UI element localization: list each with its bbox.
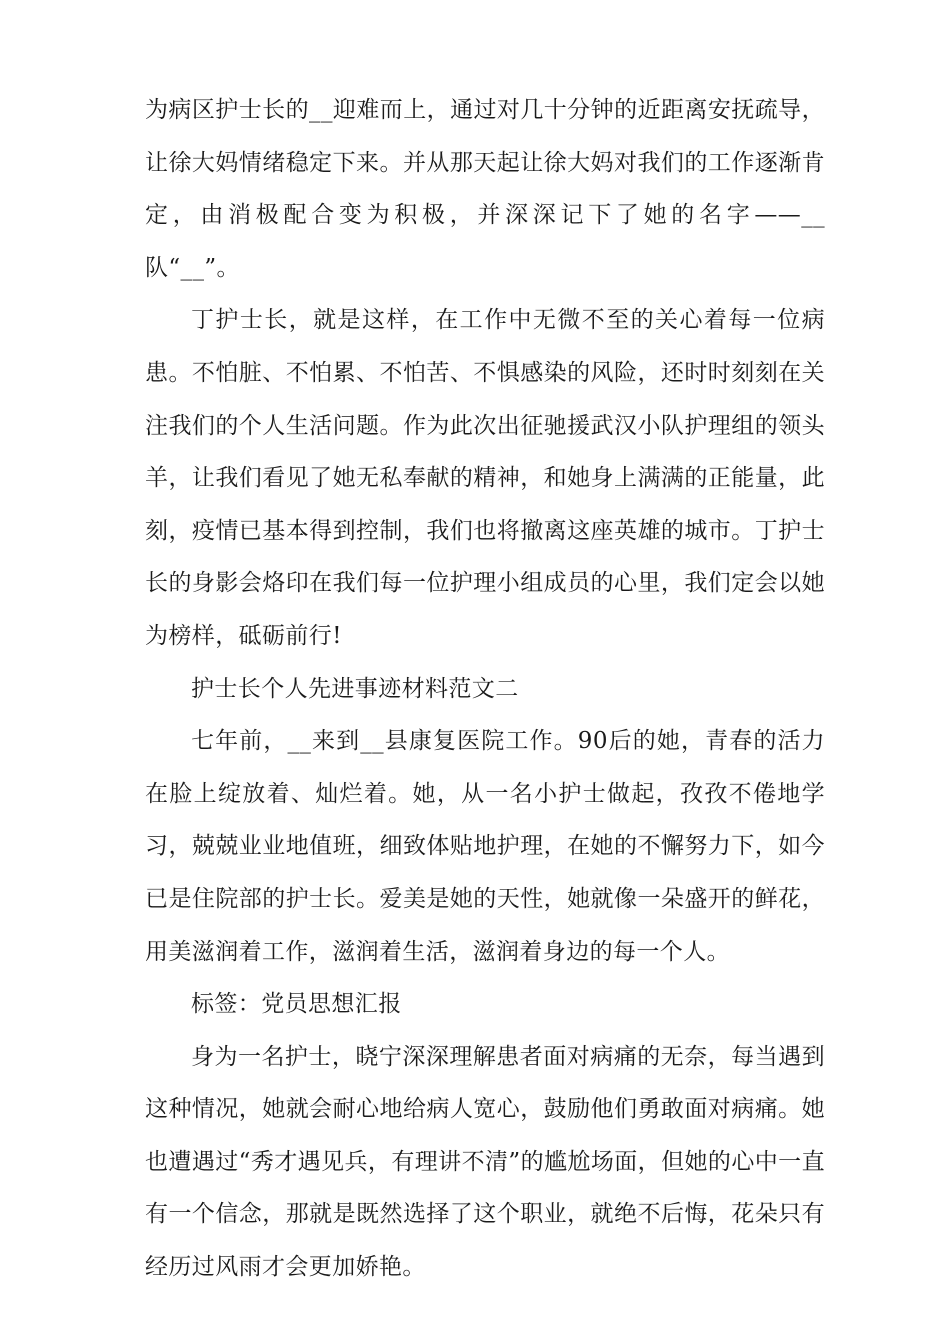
paragraph-seven-years-ago: 七年前，__来到__县康复医院工作。90后的她，青春的活力在脸上绽放着、灿烂着。她，从一名小护士做起，孜孜不倦地学习，兢兢业业地值班，细致体贴地护理，在她的不懈努力下，如今已是住院部的护士长。爱美是她的天性，她就像一朵盛开的鲜花，用美滋润着工作，滋润着生活，滋润着身边的每一个人。 (145, 728, 825, 965)
paragraph-continuation: 为病区护士长的__迎难而上，通过对几十分钟的近距离安抚疏导，让徐大妈情绪稳定下来。并从那天起让徐大妈对我们的工作逐渐肯定，由消极配合变为积极，并深深记下了她的名字——__队“__”。 (145, 97, 825, 281)
paragraph-nurse-belief: 身为一名护士，晓宁深深理解患者面对病痛的无奈，每当遇到这种情况，她就会耐心地给病人宽心，鼓励他们勇敢面对病痛。她也遭遇过“秀才遇见兵，有理讲不清”的尴尬场面，但她的心中一直有一个信念，那就是既然选择了这个职业，就绝不后悔，花朵只有经历过风雨才会更加娇艳。 (145, 1043, 825, 1281)
document-body (145, 84, 825, 1294)
tag-line: 标签：党员思想汇报 (191, 991, 402, 1018)
section-heading: 护士长个人先进事迹材料范文二 (191, 675, 519, 702)
paragraph-head-nurse-care: 丁护士长，就是这样，在工作中无微不至的关心着每一位病患。不怕脏、不怕累、不怕苦、不惧感染的风险，还时时刻刻在关注我们的个人生活问题。作为此次出征驰援武汉小队护理组的领头羊，让我们看见了她无私奉献的精神，和她身上满满的正能量，此刻，疫情已基本得到控制，我们也将撤离这座英雄的城市。丁护士长的身影会烙印在我们每一位护理小组成员的心里，我们定会以她为榜样，砥砺前行! (145, 307, 825, 649)
